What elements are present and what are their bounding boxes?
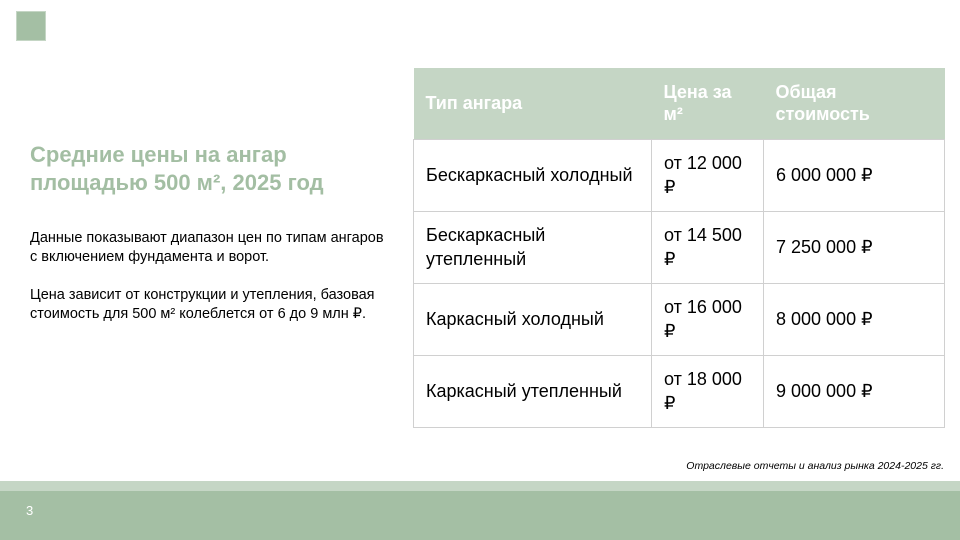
price-table-container xyxy=(413,68,944,428)
cell-total-cost: 6 000 000 ₽ xyxy=(764,139,945,211)
cell-total-cost: 7 250 000 ₽ xyxy=(764,211,945,283)
footer-bar xyxy=(0,491,960,540)
cell-price-per-m2: от 16 000 ₽ xyxy=(652,283,764,355)
table-row xyxy=(414,211,945,283)
cell-type: Каркасный утепленный xyxy=(414,355,652,427)
description-paragraph-2: Цена зависит от конструкции и утепления, базовая стоимость для 500 м² колеблется от 6 до 9 млн ₽. xyxy=(30,287,375,322)
cell-total-cost: 9 000 000 ₽ xyxy=(764,355,945,427)
header-type: Тип ангара xyxy=(414,68,652,139)
cell-total-cost: 8 000 000 ₽ xyxy=(764,283,945,355)
description-paragraph-1: Данные показывают диапазон цен по типам ангаров с включением фундамента и ворот. xyxy=(30,230,384,265)
table-header-row xyxy=(414,68,945,139)
page-number: 3 xyxy=(26,503,34,518)
header-price-per-m2: Цена за м² xyxy=(652,68,764,139)
table-row xyxy=(414,139,945,211)
cell-type: Бескаркасный утепленный xyxy=(414,211,652,283)
slide-title: Средние цены на ангар площадью 500 м², 2025 год xyxy=(30,142,324,195)
description xyxy=(30,229,390,324)
header-total-cost: Общая стоимость xyxy=(764,68,945,139)
cell-price-per-m2: от 18 000 ₽ xyxy=(652,355,764,427)
table-row xyxy=(414,283,945,355)
price-table xyxy=(413,68,945,428)
logo-square xyxy=(16,11,46,41)
cell-type: Каркасный холодный xyxy=(414,283,652,355)
footer-divider xyxy=(0,481,960,491)
table-row xyxy=(414,355,945,427)
cell-type: Бескаркасный холодный xyxy=(414,139,652,211)
cell-price-per-m2: от 14 500 ₽ xyxy=(652,211,764,283)
source-note: Отраслевые отчеты и анализ рынка 2024-2025 гг. xyxy=(686,460,944,472)
cell-price-per-m2: от 12 000 ₽ xyxy=(652,139,764,211)
